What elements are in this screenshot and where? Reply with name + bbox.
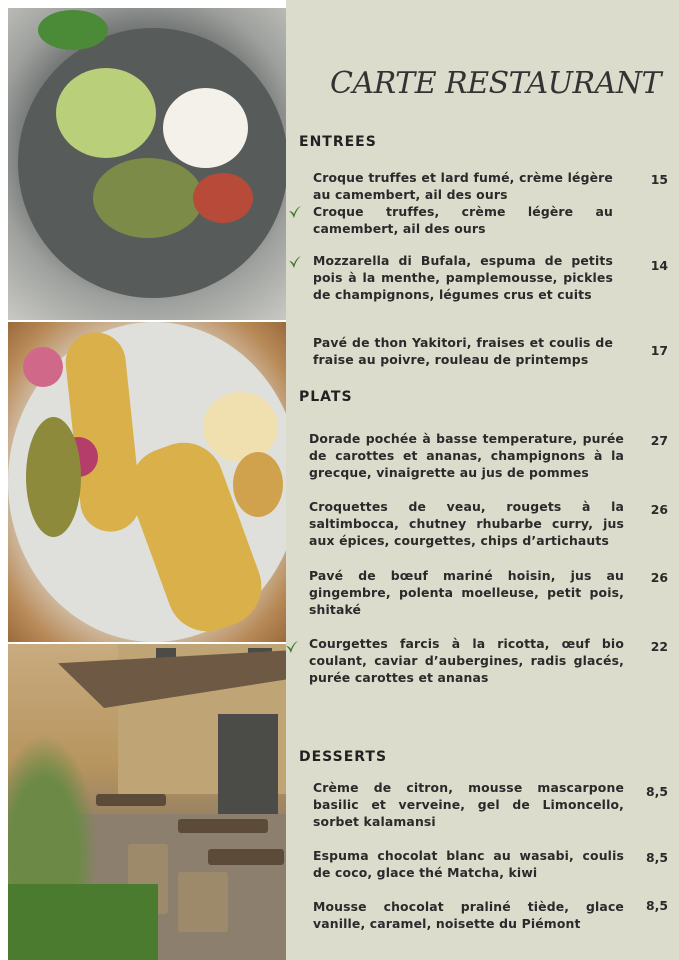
dish-croque-truffes-vegetarien: Croque truffes, crème légère au camembert, ail des ours: [313, 204, 613, 236]
section-heading-entrees: ENTREES: [299, 134, 377, 150]
price-espuma-chocolat-blanc: 8,5: [646, 850, 668, 865]
price-courgettes-farcis: 22: [650, 639, 668, 654]
dish-croquettes-de-veau: Croquettes de veau, rougets à la saltimbocca, chutney rhubarbe curry, jus aux épices, courgettes, chips d’artichauts: [309, 499, 624, 548]
price-croque-truffes-lard: 15: [650, 172, 668, 187]
photo-column: [0, 0, 286, 960]
section-heading-plats: PLATS: [299, 389, 353, 405]
dish-croque-truffes-lard: Croque truffes et lard fumé, crème légère au camembert, ail des ours: [313, 170, 613, 202]
price-creme-de-citron: 8,5: [646, 784, 668, 799]
price-pave-de-thon: 17: [650, 343, 668, 358]
price-croquettes-de-veau: 26: [650, 502, 668, 517]
dish-creme-de-citron: Crème de citron, mousse mascarpone basilic et verveine, gel de Limoncello, sorbet kalamansi: [313, 780, 624, 829]
dish-mozzarella-di-bufala: Mozzarella di Bufala, espuma de petits pois à la menthe, pamplemousse, pickles de champignons, légumes crus et cuits: [313, 253, 613, 302]
photo-starter-dish: [8, 8, 286, 320]
dish-mousse-chocolat-praline: Mousse chocolat praliné tiède, glace vanille, caramel, noisette du Piémont: [313, 899, 624, 931]
dish-espuma-chocolat-blanc: Espuma chocolat blanc au wasabi, coulis de coco, glace thé Matcha, kiwi: [313, 848, 624, 880]
dish-pave-de-boeuf: Pavé de bœuf mariné hoisin, jus au gingembre, polenta moelleuse, petit pois, shitaké: [309, 568, 624, 617]
leaf-check-icon: [288, 205, 302, 219]
price-mousse-chocolat-praline: 8,5: [646, 898, 668, 913]
dish-pave-de-thon: Pavé de thon Yakitori, fraises et coulis de fraise au poivre, rouleau de printemps: [313, 335, 613, 367]
price-pave-de-boeuf: 26: [650, 570, 668, 585]
leaf-check-icon: [288, 255, 302, 269]
price-dorade-pochee: 27: [650, 433, 668, 448]
dish-dorade-pochee: Dorade pochée à basse temperature, purée de carottes et ananas, champignons à la grecque, vinaigrette au jus de pommes: [309, 431, 624, 480]
menu-title: CARTE RESTAURANT: [330, 66, 661, 101]
dish-courgettes-farcis: Courgettes farcis à la ricotta, œuf bio coulant, caviar d’aubergines, radis glacés, purée carottes et ananas: [309, 636, 624, 685]
section-heading-desserts: DESSERTS: [299, 749, 388, 765]
photo-main-dish: [8, 322, 286, 642]
photo-terrace: [8, 644, 286, 960]
leaf-check-icon: [285, 640, 299, 654]
price-mozzarella-di-bufala: 14: [650, 258, 668, 273]
